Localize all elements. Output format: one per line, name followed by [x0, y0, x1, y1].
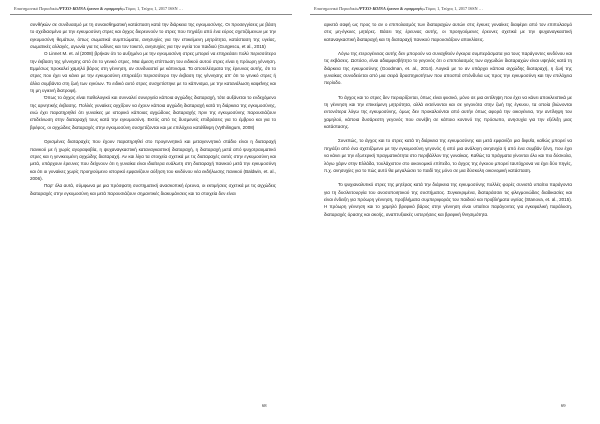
paragraph: Λόγω της ετερογένειας αυτής δεν μπορούν να συναχθούν έγκυρα συμπεράσματα για τους παράγοντες κινδύνου και τις εκβάσεις. Ωστόσο, είναι αδιαμφισβήτητο το γεγονός ότι ο επιπολασμός των αγχωδών διαταραχών είναι υψηλός κατά τη διάρκεια της εγκυμοσύνης (Goodman, et. al., 2014). Λογικά με το αν υπάρχει κάποια αγχώδης διαταραχή, η ζωή της γυναίκας συνοδεύεται από μια σειρά δραστηριοτήτων που αποσπά σπόνδυλα ως προς την εγκυμοσύνη και την επιλόχεια περίοδο. [324, 51, 572, 86]
paragraph: Ορισμένες διαταραχές που έχουν παρατηρηθεί στο προγεννητικό και μεταγεννητικό στάδιο είναι η διαταραχή πανικού με ή χωρίς αγοραφοβία, η ψυχαναγκαστική καταναγκαστική διαταραχή, η διαταραχή μετά από ψυχοτραυματικό στρες και η γενικευμένη αγχώδης διαταραχή. Αν και λίγα τα στοιχεία σχετικά με τις διαταραχές αυτές στην εγκυμοσύνη και μετά, υπάρχουν έρευνες που δείχνουν ότι η γυναίκα είναι ιδιαίτερα ευάλωτη στη διαταραχή πανικού μετά την εγκυμοσύνη και ότι οι γυναίκες χωρίς προηγούμενο ιστορικό εμφανίζουν αύξηση του κινδύνου νέα εκδήλωσης πανικού (Baldwin, et. al., 2006). [30, 139, 276, 181]
header-volume-issue: Τόμος 1, Τεύχος 1, 2017 ISSN … [125, 6, 183, 11]
paragraph: Το ψυχιαναλυτικό στρες της μητέρας κατά την διάρκεια της εγκυμοσύνης πολλές φορές συνιστά υπαίτιο παράγοντα για τη δυσλειτουργία του ανοσοποιητικού της συστήματος. Συγκεκριμένα, διαταράσσει τις φλεγμονώδεις διαδικασίες και είναι ένδειξη για πρόωρη γέννηση, προβλήματα συμπεριφοράς του παιδιού και προβλήματα υγείας (Stanova, et. al., 2015). Η πρόωρη γέννηση και το χαμηλό βρεφικό βάρος στην γέννηση είναι υπαίτιοι παράγοντες για εγκεφαλική παράλυση, διαταραχές όρασης και ακοής, αναπτυξιακές υστερήσεις και βρεφική θνησιμότητα. [324, 182, 572, 217]
header-journal-title: «ΨΥΧΟ-ΚΟΙΝΑ έρευνα & εφαρμογές» [56, 6, 126, 11]
paragraph: Το άγχος και το στρες δεν περιορίζονται, όπως είναι φυσικό, μόνο σε μια αντίληψη που έχει να κάνει αποκλειστικά με τη γέννηση και την επικείμενη μητρότητα, αλλά εκτείνονται και σε γεγονότα στην ζωή της έγκυου, τα οποία βιώνονται εντονότερα λόγω της εγκυμοσύνης, όμως δεν προκαλούνται από αυτήν όπως αφορά την οικογένεια, την αντίληψη του χαμηλού, κάποια δυσάρεστη γεγονός που συνέβη σε κάποιο κοντινό της πρόσωπο, ανησυχία για την εξέλιξη μιας κατάστασης. [324, 94, 572, 130]
header-prefix: Επιστημονικό Περιοδικό [14, 6, 57, 11]
running-header [314, 6, 588, 11]
paragraph: Ο Linnet Μ. et. al (2008) βρήκαν ότι το αυξημένο με την εγκυμοσύνη στρες μπορεί να επηρεάσει πολύ περισσότερο την έκβαση της γέννησης από ότι το γενικό στρες. Μια άμεση επίπτωση του ειδικού αυτού στρες είναι η πρόωρη γέννηση. Εμμέσως προκαλεί χαμηλό βάρος στη γέννηση, αν συνδυαστεί με κάπνισμα. Τα αποτελέσματα της έρευνας αυτής, ότι το στρες που έχει να κάνει με την εγκυμοσύνη επηρεάζει περισσότερο την έκβαση της γέννησης απ' ότι το γενικό στρες ή άλλα συμβάντα στη ζωή των εγκύων. Το ειδικό αυτό στρες συσχετίστηκε με το κάπνισμα, με την κατανάλωση καφεΐνης και τη μη υγιεινή διατροφή. [30, 51, 276, 94]
page-number: 69 [561, 403, 566, 408]
paragraph: Συνεπώς, το άγχος και το στρες κατά τη διάρκεια της εγκυμοσύνης και μετά εμφανίζει μια διφυΐα, καθώς μπορεί να πηγάζει από ένα σχετιζόμενο με την εγκυμοσύνη γεγονός ή από μια ανάλογη ανησυχία ή από ένα συμβάν ξένη, που έχει να κάνει με την εξωτερική πραγματικότητα στο περιβάλλον της γυναίκας. Καθώς τα πράγματα γίνονται όλο και πιο δύσκολα, λόγω χάριν στην Ελλάδα, τουλάχιστον στο οικονομικό επίπεδο, το άγχος της έγκυου μπορεί ταυτόχρονα να έχει δύο πηγές, π.χ. ανησυχίες για το πώς αυτό θα μεγαλώσει το παιδί της μόνο σε μια δύσκολη οικονομική κατάσταση. [324, 138, 572, 173]
paragraph: συνθήκών σε συνδυασμό με τη συναισθηματική κατάσταση κατά την διάρκεια της εγκυμοσύνης. Οι προσεγγίσεις με βάση το σχεδιασμένο με την εγκυμοσύνη στρες και άγχος διερευνούν το στρες που πηγάζει από ένα εύρος σχετιζόμενων με την εγκυμοσύνη θεμάτων, όπως σωματικά συμπτώματα, ανησυχίες για την επικείμενη μητρότητα, κατάσταση της υγείας, σωματικές αλλαγές, αγωνία για τις ωδίνες και τον τοκετό, ανησυχίες για την υγεία του παιδιού (Gurgescu, et al., 2015) [30, 22, 276, 50]
header-rule [310, 14, 592, 15]
page-number: 68 [262, 403, 267, 408]
paragraph: Όπως το άγχος είναι παθολογικό και συνναλεί συνεργεία κάποια αγχώδης διαταραχή, τότε αυξάνεται το ενδεχόμενο της αρνητικής έκβασης. Πολλές γυναίκες αγχίζουν να έχουν κάποια αγχώδη διαταραχή κατά τη διάρκεια της εγκυμοσύνης, ενώ έχει παρατηρηθεί ότι γυναίκες με ιστορικό κάποιας αγχώδους διαταραχής πριν της εγκυμοσύνης παρουσιάζουν επιδείνωση στην διαταραχή τους κατά την εγκυμοσύνη. Εκτός από τις δυσμενείς επιδράσεις για το έμβρυο και για το βρέφος, οι αγχώδεις διαταραχές στην εγκυμοσύνη συσχετίζονται και με επιλόχειο κατάθλιψη (Vythilingum, 2008) [30, 95, 276, 130]
header-prefix: Επιστημονικό Περιοδικό [314, 6, 357, 11]
header-journal-title: «ΨΥΧΟ-ΚΟΙΝΑ έρευνα & εφαρμογές» [356, 6, 426, 11]
header-volume-issue: Τόμος 1, Τεύχος 1, 2017 ISSN … [425, 6, 483, 11]
page-right [300, 0, 600, 424]
header-rule [10, 14, 292, 15]
page-body [30, 21, 276, 197]
page-body [324, 21, 572, 218]
paragraph: αρκετά σαφή ως προς το αν ο επιπολασμός των διαταραχών αυτών στις έγκυες γυναίκες διαφέρει από τον επιπολασμό στις μη-έγκυες μητέρες. Βάσει της έρευνας αυτής, οι προηγούμενες έρευνες σχετικά με την ψυχαναγκαστική καταναγκαστική διαταραχή και τη διαταραχή πανικού παρουσιάζουν αποκλίσεις. [324, 22, 572, 42]
paragraph: Παρ' όλα αυτά, σύμφωνα με μια πρόσφατη συστηματική ανασκοπική έρευνα, οι εκτιμήσεις σχετικά με τις αγχώδεις διαταραχές στην εγκυμοσύνη και μετά παρουσιάζουν σημαντικές διακυμάνσεις και τα στοιχεία δεν είναι [30, 183, 276, 196]
running-header [14, 6, 288, 11]
